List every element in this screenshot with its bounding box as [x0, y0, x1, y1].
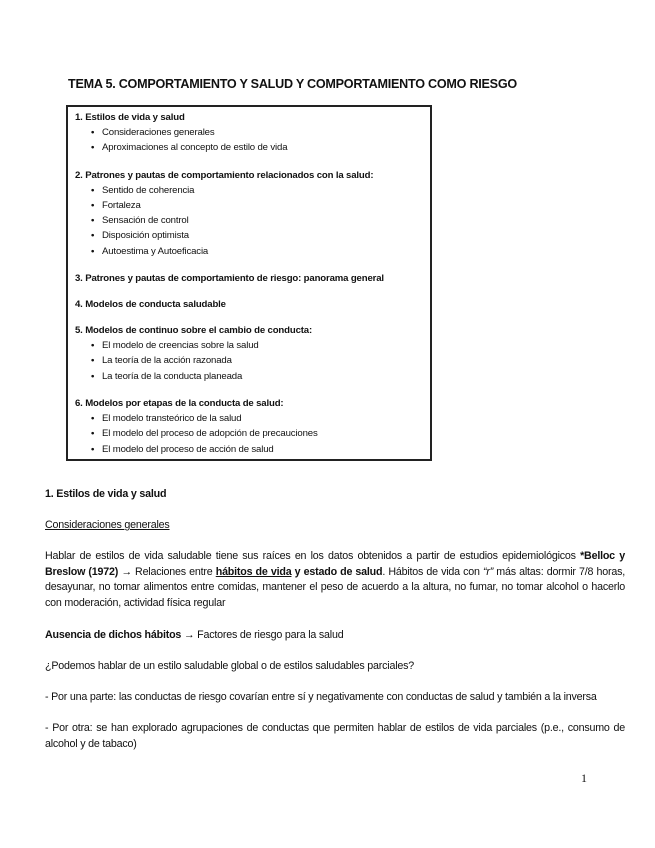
toc-item: • Consideraciones generales [91, 125, 424, 140]
bullet-icon: • [91, 230, 95, 242]
toc-item: • El modelo del proceso de acción de salud [91, 442, 424, 457]
toc-heading: 2. Patrones y pautas de comportamiento relacionados con la salud: [75, 169, 374, 181]
bullet-icon: • [91, 428, 95, 440]
toc-heading: 6. Modelos por etapas de la conducta de salud: [75, 397, 284, 409]
toc-item: • Sentido de coherencia [91, 183, 424, 198]
bullet-icon: • [91, 370, 95, 382]
toc-item: • La teoría de la conducta planeada [91, 369, 424, 384]
toc-section-4 [75, 298, 424, 311]
toc-item: • El modelo transteórico de la salud [91, 411, 424, 426]
toc-list [75, 411, 424, 457]
toc-section-2 [75, 169, 424, 259]
toc-section-6 [75, 397, 424, 457]
toc-item: • La teoría de la acción razonada [91, 353, 424, 368]
toc-item: • El modelo del proceso de adopción de precauciones [91, 426, 424, 441]
point-two: - Por otra: se han explorado agrupaciones de conductas que permiten hablar de estilos de vida parciales (p.e., consumo de alcohol y de tabaco) [45, 722, 625, 750]
toc-list [75, 338, 424, 384]
toc-item: • Aproximaciones al concepto de estilo de vida [91, 140, 424, 155]
bullet-icon: • [91, 184, 95, 196]
paragraph-belloc-breslow: Hablar de estilos de vida saludable tiene sus raíces en los datos obtenidos a partir de estudios epidemiológicos *Belloc y Breslow (1972) → Relaciones entre hábitos de vida y estado de salud. Hábitos de vida con “r” más altas: dormir 7/8 horas, desayunar, no tomar alimentos entre comidas, mantener el peso de acuerdo a la altura, no fumar, no tomar alcohol o hacerlo con moderación, actividad física regular [45, 550, 625, 609]
toc-item: • El modelo de creencias sobre la salud [91, 338, 424, 353]
bullet-icon: • [91, 142, 95, 154]
toc-heading: 1. Estilos de vida y salud [75, 112, 185, 123]
toc-item: • Autoestima y Autoeficacia [91, 244, 424, 259]
citation: *Belloc y Breslow (1972) [45, 550, 625, 578]
bullet-icon: • [91, 127, 95, 138]
bullet-icon: • [91, 443, 95, 455]
table-of-contents [66, 105, 432, 461]
bullet-icon: • [91, 199, 95, 211]
toc-heading: 3. Patrones y pautas de comportamiento de riesgo: panorama general [75, 273, 384, 285]
toc-item: • Disposición optimista [91, 228, 424, 243]
page-number: 1 [581, 771, 587, 785]
section-heading: 1. Estilos de vida y salud [45, 488, 167, 500]
toc-list [75, 183, 424, 259]
key-term: hábitos de vida [215, 565, 292, 578]
toc-heading: 5. Modelos de continuo sobre el cambio de conducta: [75, 325, 313, 337]
question-paragraph: ¿Podemos hablar de un estilo saludable global o de estilos saludables parciales? [45, 660, 414, 672]
toc-item: • Sensación de control [91, 213, 424, 228]
bullet-icon: • [91, 355, 95, 367]
point-one: - Por una parte: las conductas de riesgo covarían entre sí y negativamente con conductas de salud y también a la inversa [45, 691, 597, 703]
bullet-icon: • [91, 412, 95, 424]
subheading: Consideraciones generales [45, 519, 170, 531]
key-term: y estado de salud [291, 565, 383, 578]
toc-heading: 4. Modelos de conducta saludable [75, 299, 226, 311]
page-title: TEMA 5. COMPORTAMIENTO Y SALUD Y COMPORTAMIENTO COMO RIESGO [68, 77, 517, 91]
bullet-icon: • [91, 340, 95, 352]
toc-list [75, 125, 424, 156]
paragraph-risk-factors: Ausencia de dichos hábitos → Factores de riesgo para la salud [45, 629, 344, 641]
bullet-icon: • [91, 215, 95, 227]
toc-item: • Fortaleza [91, 198, 424, 213]
toc-section-3 [75, 272, 424, 285]
toc-section-1 [75, 111, 424, 156]
toc-section-5 [75, 324, 424, 384]
bullet-icon: • [91, 245, 95, 257]
